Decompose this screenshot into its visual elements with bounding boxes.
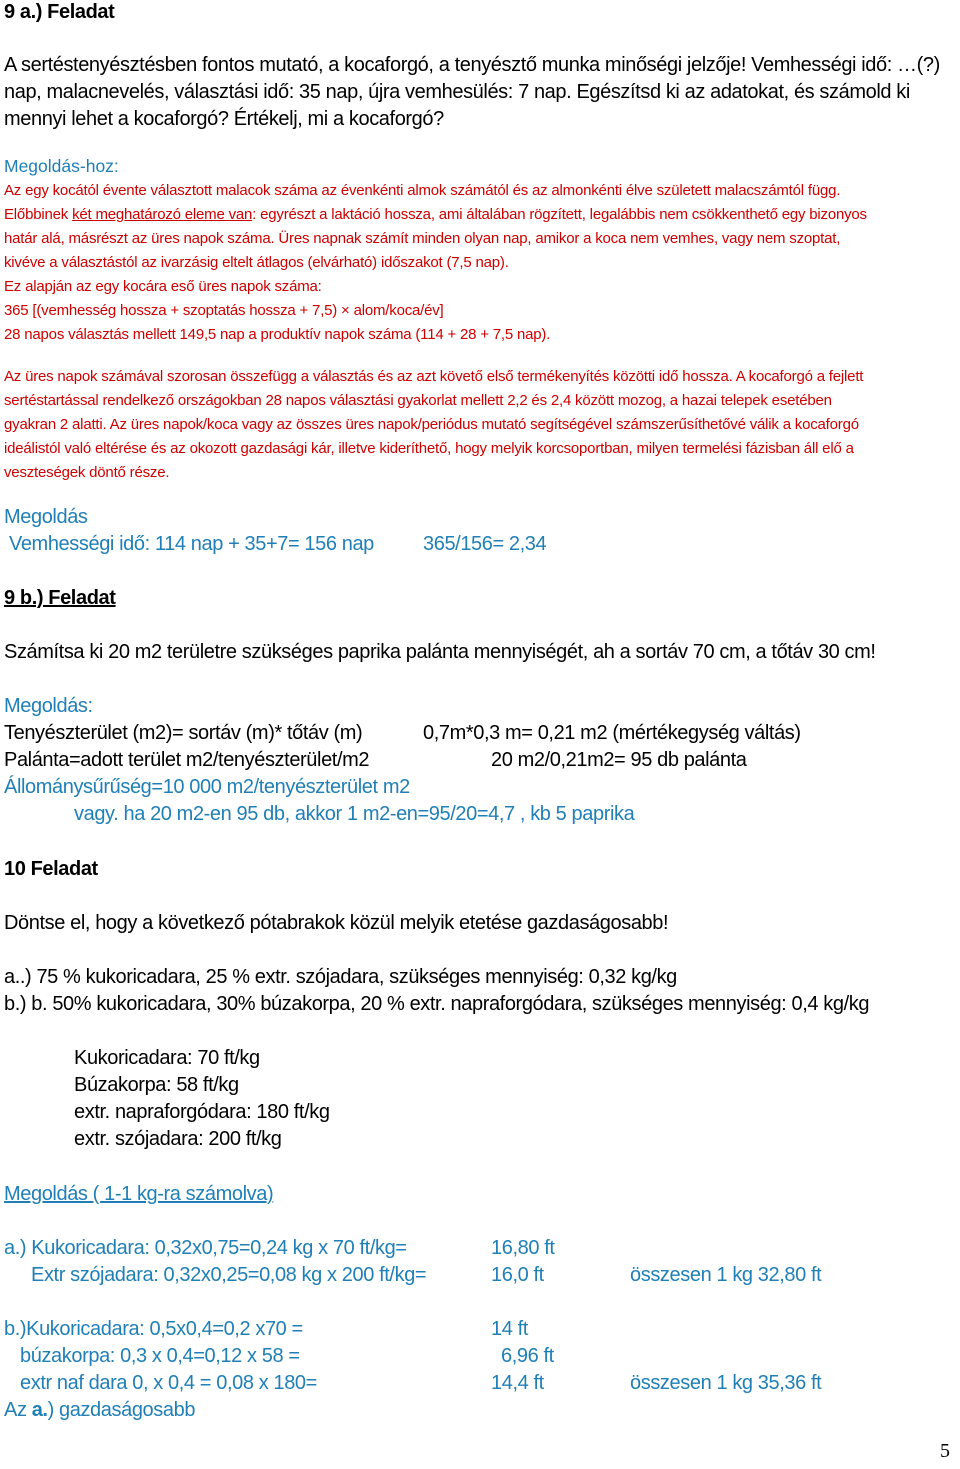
hint-underlined-phrase: két meghatározó eleme van — [72, 206, 253, 223]
paragraph-line-1: Az üres napok számával szorosan összefügg a választás és az azt követő első termékenyítés közötti idő hossza. A kocaforgó a fejlett — [4, 368, 864, 385]
calc-a-line-2: Extr szójadara: 0,32x0,25=0,08 kg x 200 ft/kg= — [31, 1264, 427, 1286]
task9a-question-line-2: nap, malacnevelés, választási idő: 35 nap, újra vemhesülés: 7 nap. Egészítsd ki az adatokat, és számold ki — [4, 81, 910, 103]
calc-a-total: összesen 1 kg 32,80 ft — [630, 1264, 822, 1286]
hint-line-2 — [4, 206, 867, 223]
paragraph-line-4: ideálistól való eltérése és az okozott gazdasági kár, illetve kideríthető, hogy melyik korcsoportban, milyen termelési fázisban áll elő a — [4, 440, 854, 457]
paragraph-line-5: veszteségek döntő része. — [4, 464, 170, 481]
hint-line-1: Az egy kocától évente választott malacok száma az évenkénti almok számától és az almonkénti élve született malacszámtól függ. — [4, 182, 841, 199]
calc-a-line-1: a.) Kukoricadara: 0,32x0,75=0,24 kg x 70 ft/kg= — [4, 1237, 407, 1259]
page-number: 5 — [940, 1440, 950, 1462]
calc-b-line-1: b.)Kukoricadara: 0,5x0,4=0,2 x70 = — [4, 1318, 303, 1340]
hint-title: Megoldás-hoz: — [4, 156, 119, 176]
hint-line-3: határ alá, másrészt az üres napok száma. Üres napnak számít minden olyan nap, amikor a koca nem vemhes, vagy nem szoptat, — [4, 230, 841, 247]
calc-a-line-2-value: 16,0 ft — [491, 1264, 544, 1286]
price-kukoricadara: Kukoricadara: 70 ft/kg — [74, 1047, 260, 1069]
task9b-heading: 9 b.) Feladat — [4, 587, 116, 609]
hint-line-5: Ez alapján az egy kocára eső üres napok száma: — [4, 278, 322, 295]
calc-a-line-1-value: 16,80 ft — [491, 1237, 555, 1259]
task9b-row2-left: Palánta=adott terület m2/tenyészterület/m2 — [4, 749, 370, 771]
calc-b-total: összesen 1 kg 35,36 ft — [630, 1372, 822, 1394]
hint-line-7: 28 napos választás mellett 149,5 nap a produktív napok száma (114 + 28 + 7,5 nap). — [4, 326, 551, 343]
task10-option-b: b.) b. 50% kukoricadara, 30% búzakorpa, 20 % extr. napraforgódara, szükséges mennyiség: 0,4 kg/kg — [4, 993, 870, 1015]
task9b-row1-left: Tenyészterület (m2)= sortáv (m)* tőtáv (m) — [4, 722, 363, 744]
task9b-row3: Állománysűrűség=10 000 m2/tenyészterület m2 — [4, 776, 410, 798]
task9b-row4: vagy. ha 20 m2-en 95 db, akkor 1 m2-en=95/20=4,7 , kb 5 paprika — [74, 803, 635, 825]
task9b-solution-title: Megoldás: — [4, 695, 93, 717]
price-szojadara: extr. szójadara: 200 ft/kg — [74, 1128, 282, 1150]
calc-b-line-3: extr naf dara 0, x 0,4 = 0,08 x 180= — [20, 1372, 317, 1394]
calc-b-line-1-value: 14 ft — [491, 1318, 528, 1340]
conclusion — [4, 1399, 195, 1422]
task9b-row1-right: 0,7m*0,3 m= 0,21 m2 (mértékegység váltás) — [423, 722, 801, 744]
task9a-solution-line: Vemhességi idő: 114 nap + 35+7= 156 nap — [9, 533, 374, 555]
task9b-row2-right: 20 m2/0,21m2= 95 db palánta — [491, 749, 747, 771]
calc-b-line-2: búzakorpa: 0,3 x 0,4=0,12 x 58 = — [20, 1345, 300, 1367]
task10-heading: 10 Feladat — [4, 858, 98, 880]
calc-b-line-3-value: 14,4 ft — [491, 1372, 544, 1394]
price-buzakorpa: Búzakorpa: 58 ft/kg — [74, 1074, 239, 1096]
task10-question: Döntse el, hogy a következő pótabrakok közül melyik etetése gazdaságosabb! — [4, 912, 669, 934]
task9a-question-line-1: A sertéstenyésztésben fontos mutató, a kocaforgó, a tenyésztő munka minőségi jelzője! Vemhességi idő: …(?) — [4, 54, 940, 76]
price-napraforgodara: extr. napraforgódara: 180 ft/kg — [74, 1101, 330, 1123]
hint-line-2-text: Előbbinek két meghatározó eleme van: egyrészt a laktáció hossza, ami általában rögzített, legalábbis nem csökkenthető egy bizonyos — [4, 206, 867, 223]
calc-b-line-2-value: 6,96 ft — [501, 1345, 554, 1367]
conclusion-post: ) gazdaságosabb — [47, 1399, 196, 1421]
task9a-heading: 9 a.) Feladat — [4, 1, 115, 23]
hint-line-4: kivéve a választástól az ivarzásig eltelt átlagos (elvárható) időszakot (7,5 nap). — [4, 254, 509, 271]
paragraph-line-2: sertéstartással rendelkező országokban 28 napos választási gyakorlat mellett 2,2 és 2,4 között mozog, a hazai telepek esetében — [4, 392, 832, 409]
paragraph-line-3: gyakran 2 alatti. Az üres napok/koca vagy az összes üres napok/periódus mutató segítségével számszerűsíthetővé válik a kocaforgó — [4, 416, 859, 433]
conclusion-bold: a. — [31, 1399, 48, 1421]
task10-solution-title: Megoldás ( 1-1 kg-ra számolva) — [4, 1183, 274, 1205]
conclusion-pre: Az — [4, 1399, 32, 1421]
task9b-question: Számítsa ki 20 m2 területre szükséges paprika palánta mennyiségét, ah a sortáv 70 cm, a tőtáv 30 cm! — [4, 641, 876, 663]
task9a-solution-title: Megoldás — [4, 506, 88, 528]
hint-line-6: 365 [(vemhesség hossza + szoptatás hossza + 7,5) × alom/koca/év] — [4, 302, 444, 319]
task10-option-a: a..) 75 % kukoricadara, 25 % extr. szójadara, szükséges mennyiség: 0,32 kg/kg — [4, 966, 677, 988]
task9a-question-line-3: mennyi lehet a kocaforgó? Értékelj, mi a kocaforgó? — [4, 108, 444, 130]
task9a-solution-result: 365/156= 2,34 — [423, 533, 547, 555]
